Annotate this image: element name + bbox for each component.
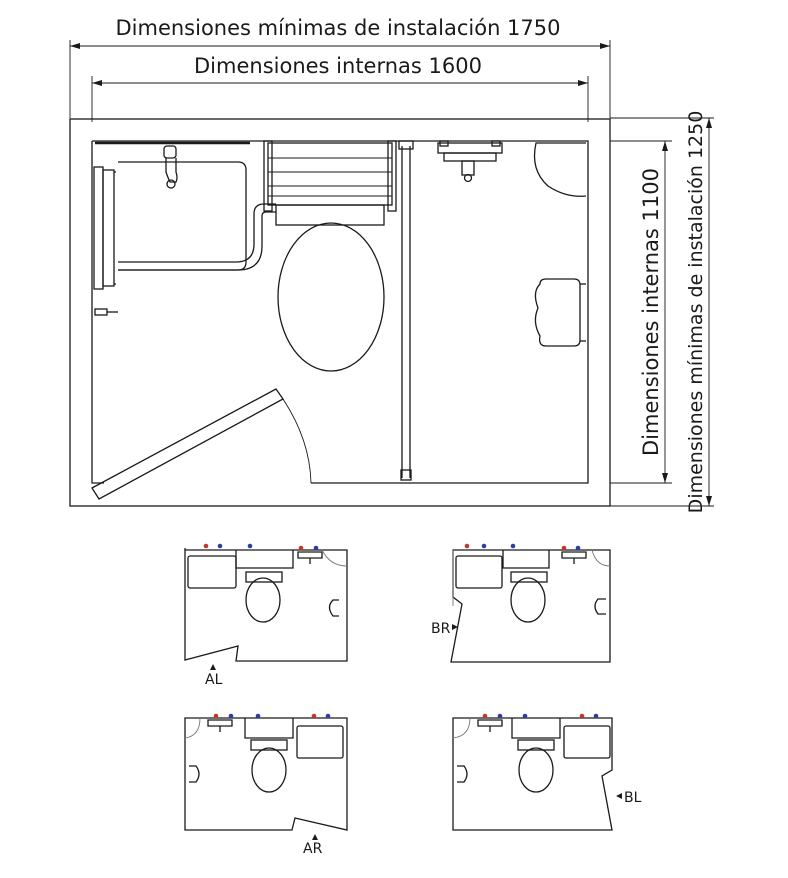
wall-shelf <box>264 141 396 211</box>
variant-al <box>185 544 347 688</box>
variant-ar <box>185 714 347 857</box>
entrance-door <box>92 389 311 499</box>
internal-width-label: Dimensiones internas 1600 <box>194 54 482 78</box>
main-floor-plan <box>70 119 610 506</box>
folding-seat <box>535 279 580 346</box>
shower-partition <box>399 141 413 480</box>
variant-label-ar: AR <box>303 841 323 857</box>
variant-bl <box>453 714 642 830</box>
shower-mixer <box>438 141 502 182</box>
variant-label-br: BR <box>431 621 451 637</box>
grab-bar-left <box>94 167 118 315</box>
sink-counter <box>118 146 246 270</box>
dimension-lines <box>70 40 714 506</box>
internal-depth-label: Dimensiones internas 1100 <box>639 168 663 456</box>
toilet <box>276 205 384 371</box>
variant-br <box>431 544 610 662</box>
variant-label-al: AL <box>205 672 223 688</box>
variant-label-bl: BL <box>624 790 642 806</box>
corner-seat <box>535 143 587 196</box>
min-install-width-label: Dimensiones mínimas de instalación 1750 <box>115 16 561 40</box>
min-install-depth-label: Dimensiones mínimas de instalación 1250 <box>685 110 707 514</box>
